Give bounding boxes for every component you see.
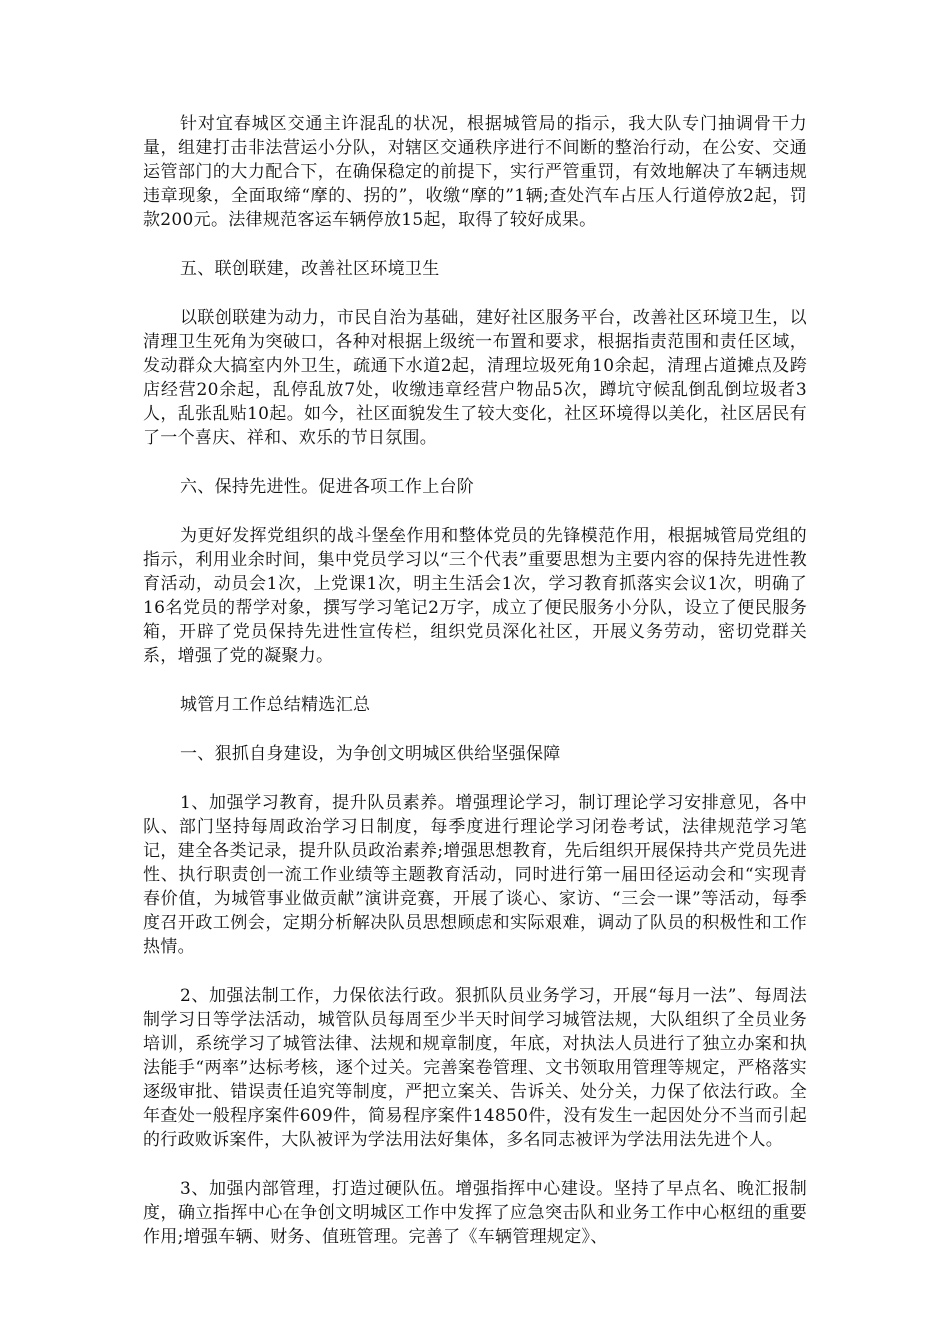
document-title: 城管月工作总结精选汇总 [180, 695, 371, 715]
paragraph-learning-education: 1、加强学习教育，提升队员素养。增强理论学习，制订理论学习安排意见，各中队、部门坚持每周政治学习日制度，每季度进行理论学习闭卷考试，法律规范学习笔记，建全各类记录，提升队员政治素养;增强思想教育，先后组织开展保持共产党员先进性、执行职责创一流工作业绩等主题教育活动，同时进行第一届田径运动会和“实现青春价值，为城管事业做贡献”演讲竞赛，开展了谈心、家访、“三会一课”等活动，每季度召开政工例会，定期分析解决队员思想顾虑和实际艰难，调动了队员的积极性和工作热情。 [143, 793, 807, 957]
document-body [143, 112, 807, 1249]
section-heading-5: 五、联创联建，改善社区环境卫生 [180, 259, 440, 279]
section-heading-6: 六、保持先进性。促进各项工作上台阶 [180, 477, 475, 497]
section-heading-1: 一、狠抓自身建设，为争创文明城区供给坚强保障 [180, 744, 561, 764]
paragraph-traffic-rectification: 针对宜春城区交通主许混乱的状况，根据城管局的指示，我大队专门抽调骨干力量，组建打击非法营运小分队，对辖区交通秩序进行不间断的整治行动，在公安、交通运管部门的大力配合下，在确保稳定的前提下，实行严管重罚，有效地解决了车辆违规违章现象，全面取缔“摩的、拐的”，收缴“摩的”1辆;查处汽车占压人行道停放2起，罚款200元。法律规范客运车辆停放15起，取得了较好成果。 [143, 114, 807, 230]
paragraph-legal-work: 2、加强法制工作，力保依法行政。狠抓队员业务学习，开展“每月一法”、每周法制学习日等学法活动，城管队员每周至少半天时间学习城管法规，大队组织了全员业务培训，系统学习了城管法律、法规和规章制度，年底，对执法人员进行了独立办案和执法能手“两率”达标考核，逐个过关。完善案卷管理、文书领取用管理等规定，严格落实逐级审批、错误责任追究等制度，严把立案关、告诉关、处分关，力保了依法行政。全年查处一般程序案件609件，简易程序案件14850件，没有发生一起因处分不当而引起的行政败诉案件，大队被评为学法用法好集体，多名同志被评为学法用法先进个人。 [143, 986, 807, 1150]
paragraph-internal-management: 3、加强内部管理，打造过硬队伍。增强指挥中心建设。坚持了早点名、晚汇报制度，确立指挥中心在争创文明城区工作中发挥了应急突击队和业务工作中心枢纽的重要作用;增强车辆、财务、值班管理。完善了《车辆管理规定》、 [143, 1179, 807, 1247]
paragraph-party-advancement: 为更好发挥党组织的战斗堡垒作用和整体党员的先锋模范作用，根据城管局党组的指示，利用业余时间，集中党员学习以“三个代表”重要思想为主要内容的保持先进性教育活动，动员会1次，上党课1次，明主生活会1次，学习教育抓落实会议1次，明确了16名党员的帮学对象，撰写学习笔记2万字，成立了便民服务小分队，设立了便民服务箱，开辟了党员保持先进性宣传栏，组织党员深化社区，开展义务劳动，密切党群关系，增强了党的凝聚力。 [143, 526, 807, 666]
paragraph-community-hygiene: 以联创联建为动力，市民自治为基础，建好社区服务平台，改善社区环境卫生，以清理卫生死角为突破口，各种对根据上级统一布置和要求，根据指责范围和责任区域，发动群众大搞室内外卫生，疏通下水道2起，清理垃圾死角10余起，清理占道摊点及跨店经营20余起，乱停乱放7处，收缴违章经营户物品5次，蹲坑守候乱倒乱倒垃圾者3人，乱张乱贴10起。如今，社区面貌发生了较大变化，社区环境得以美化，社区居民有了一个喜庆、祥和、欢乐的节日氛围。 [143, 308, 807, 448]
